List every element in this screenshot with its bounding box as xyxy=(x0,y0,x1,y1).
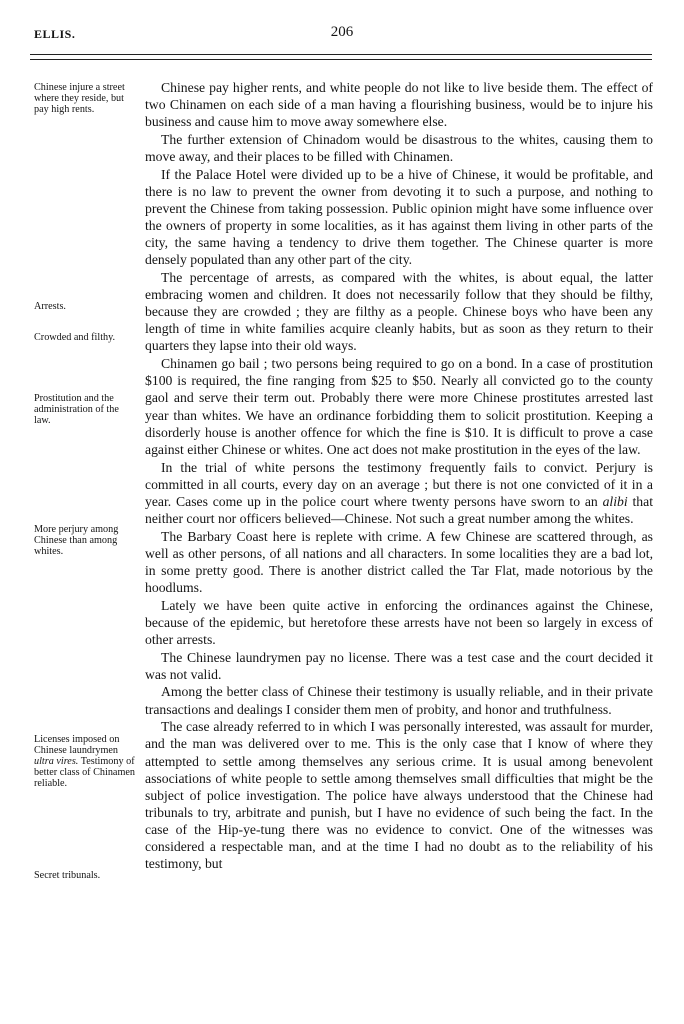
header-rule-bottom xyxy=(30,59,652,60)
paragraph-perjury-text: In the trial of white persons the testimony frequently fails to convict. Perjury is committed in all courts, every day on an average ; but there is not one convicted of it in a year. Cases come up in the police court where twenty persons have sworn to an xyxy=(145,459,653,509)
margin-note-tribunals: Secret tribunals. xyxy=(34,870,101,881)
margin-note-testimony-text: Testimony of better class of Chinamen reliable. xyxy=(34,756,135,789)
running-head: ELLIS. xyxy=(34,27,76,41)
margin-note-arrests: Arrests. xyxy=(34,301,66,312)
margin-note-crowded: Crowded and filthy. xyxy=(34,332,116,343)
paragraph: The Chinese laundrymen pay no license. There was a test case and the court decided it was not valid. xyxy=(145,649,653,682)
header-rule-top xyxy=(30,54,652,55)
paragraph: The further extension of Chinadom would be disastrous to the whites, causing them to move away, and their places to be filled with Chinamen. xyxy=(145,131,653,165)
paragraph: The percentage of arrests, as compared with the whites, is about equal, the latter embracing women and children. It does not necessarily follow that they should be filthy, because they are crowded ; they are filthy as a people. Chinese boys who have been any length of time in white families acquire cleanly habits, but as soon as they return to their quarters they lapse into their old ways. xyxy=(145,270,653,354)
margin-note-licenses xyxy=(34,734,138,789)
margin-note-prostitution: Prostitution and the administration of the law. xyxy=(34,393,119,426)
paragraph: Among the better class of Chinese their testimony is usually reliable, and in their private transactions and dealings I consider them men of probity, and honor and truthfulness. xyxy=(145,684,653,717)
paragraph: Chinese pay higher rents, and white people do not like to live beside them. The effect of two Chinamen on each side of a man having a flourishing business, would be to injure his business and cause him to move away somewhere else. xyxy=(145,80,653,130)
paragraph: Lately we have been quite active in enforcing the ordinances against the Chinese, because of the epidemic, but heretofore these arrests have not been so largely in excess of other arrests. xyxy=(145,597,653,647)
margin-note-licenses-text: Licenses imposed on Chinese laundrymen xyxy=(34,734,120,756)
margin-note-rents: Chinese injure a street where they reside, but pay high rents. xyxy=(34,82,125,115)
paragraph: If the Palace Hotel were divided up to be a hive of Chinese, it would be profitable, and there is no law to prevent the owner from devoting it to such a purpose, and nothing to prevent the Chinese from taking possession. Public opinion might have some influence over the owners of property in some localities, as it has against them living in other parts of the city, the same having a tendency to drive them together. The Chinese quarter is more densely populated than any other part of the city. xyxy=(145,166,653,268)
paragraph-perjury xyxy=(145,459,653,527)
paragraph: The Barbary Coast here is replete with crime. A few Chinese are scattered through, as well as other persons, of all nations and all characters. In some localities they are a bad lot, in some pretty good. There is another district called the Tar Flat, made notorious by the hoodlums. xyxy=(145,528,653,595)
paragraph: Chinamen go bail ; two persons being required to go on a bond. In a case of prostitution $100 is required, the fine ranging from $25 to $50. Nearly all convicted go to the county gaol and serve their term out. Probably there were more Chinese prostitutes arrested last year than whites. We have an ordinance forbidding them to solicit prostitution. Keeping a disorderly house is another offence for which the fine is $10. It is difficult to prove a case against either Chinese or whites. One act does not make prostitution in the eyes of the law. xyxy=(145,356,653,457)
margin-note-perjury: More perjury among Chinese than among whites. xyxy=(34,524,119,557)
body-text xyxy=(145,79,653,873)
margin-note-licenses-italic: ultra vires. xyxy=(34,756,79,767)
alibi-italic: alibi xyxy=(602,493,628,509)
paragraph-perjury-rest: that neither court nor officers believed—Chinese. Not such a great number among the whites. xyxy=(145,493,654,526)
paragraph: The case already referred to in which I was personally interested, was assault for murder, and the man was delivered over to me. This is the only case that I know of where they attempted to settle among themselves any serious crime. It is usual among benevolent associations of white people to settle among themselves small difficulties that might be the subject of police investigation. The police have always understood that the Chinese had tribunals to try, arbitrate and punish, but I have no evidence of such being the fact. In the case of the Hip-ye-tung there was no evidence to convict. One of the witnesses was considered a respectable man, and at the time I had no doubt as to the reliability of his testimony, but xyxy=(145,719,653,872)
page-number: 206 xyxy=(330,24,354,40)
